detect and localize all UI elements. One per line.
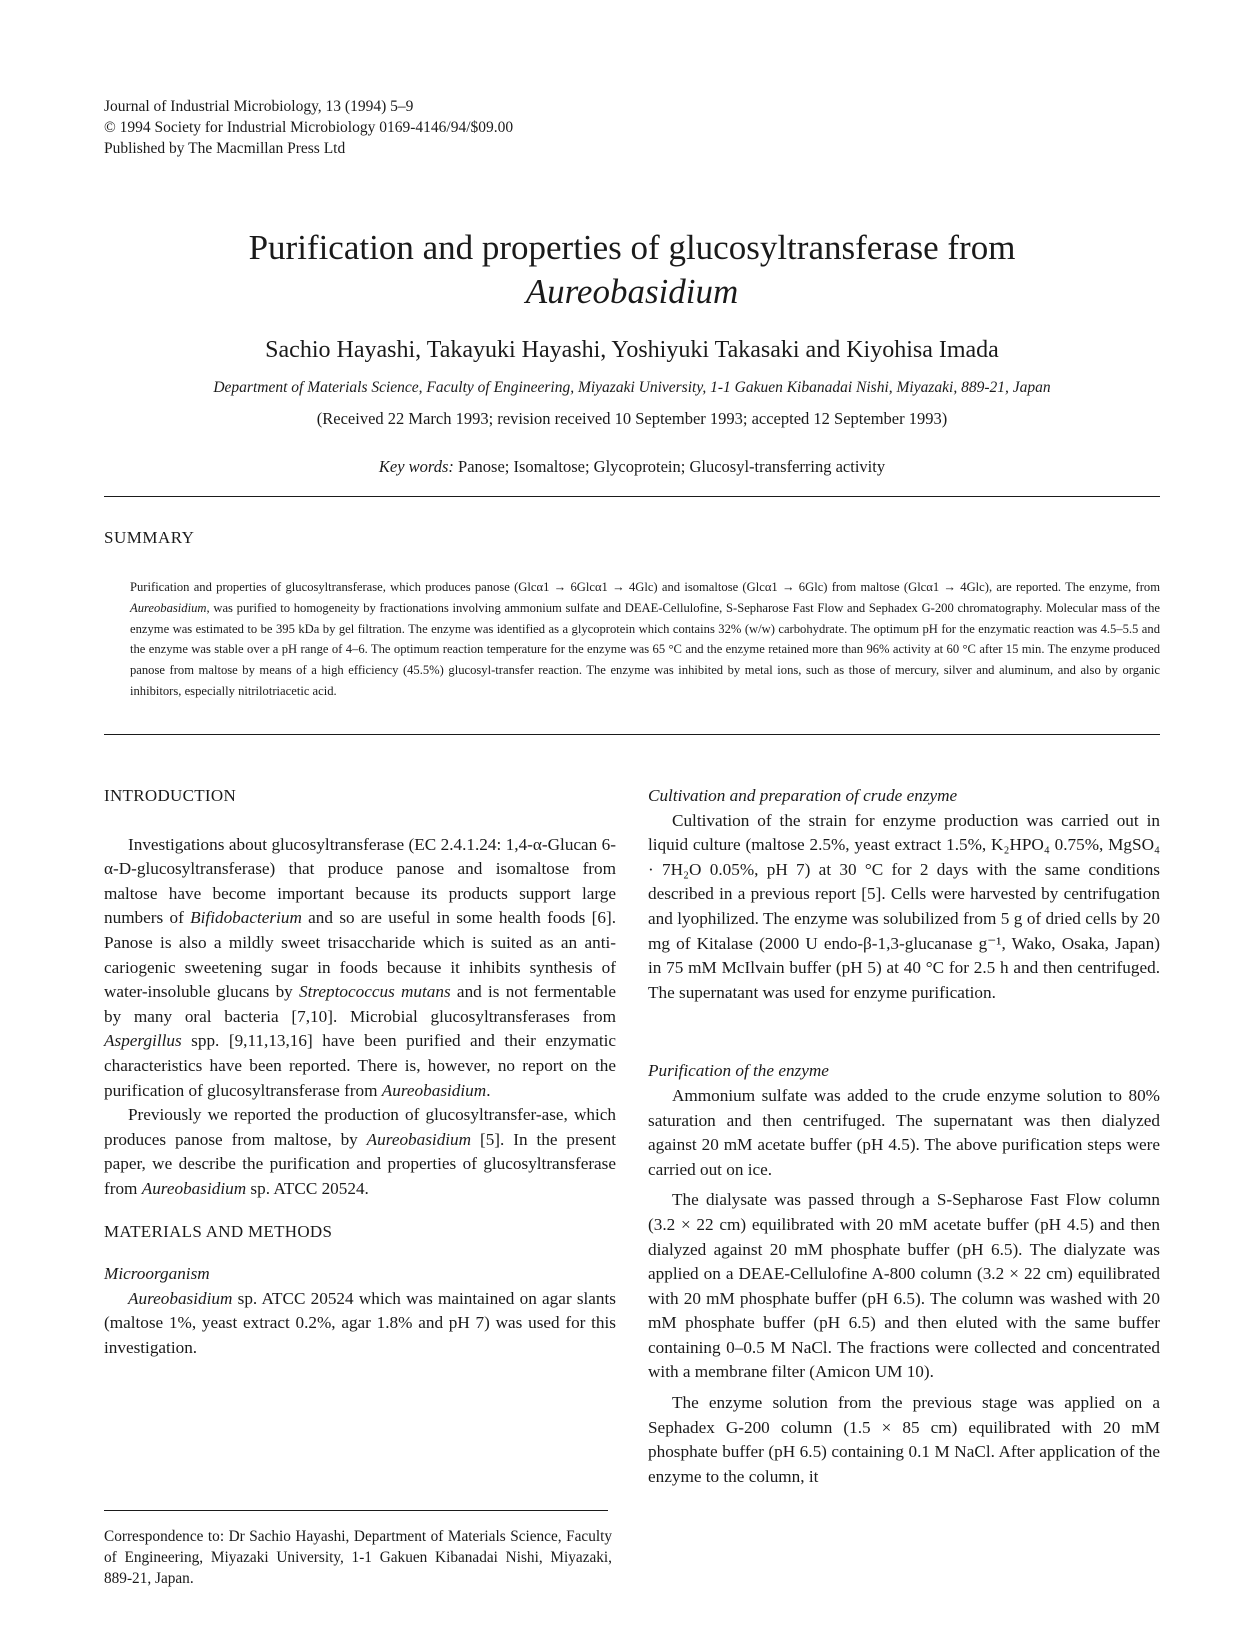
affiliation: Department of Materials Science, Faculty of Engineering, Miyazaki University, 1-1 Gakuen Kibanadai Nishi, Miyazaki, 889-21, Japan — [213, 379, 1051, 396]
summary-top-rule — [104, 496, 1160, 497]
purification-heading: Purification of the enzyme — [648, 1061, 829, 1081]
purification-paragraph-2: The dialysate was passed through a S-Sepharose Fast Flow column (3.2 × 22 cm) equilibrated with 20 mM acetate buffer (pH 4.5) and then dialyzed against 20 mM phosphate buffer (pH 6.5). The dialyzate was applied on a DEAE-Cellulofine A-800 column (3.2 × 22 cm) equilibrated with 20 mM phosphate buffer (pH 6.5). The column was washed with 20 mM phosphate buffer (pH 6.5) and then eluted with the same buffer containing 0–0.5 M NaCl. The fractions were collected and concentrated with a membrane filter (Amicon UM 10). — [648, 1190, 1160, 1382]
introduction-heading: INTRODUCTION — [104, 786, 237, 805]
article-title — [104, 226, 1160, 314]
summary-bottom-rule — [104, 734, 1160, 735]
footnote-rule — [104, 1510, 608, 1511]
title-line-1: Purification and properties of glucosyltransferase from — [248, 228, 1016, 267]
left-column — [104, 784, 616, 1360]
journal-citation: Journal of Industrial Microbiology, 13 (1994) 5–9 — [104, 98, 414, 115]
keywords — [104, 456, 1160, 478]
summary-text: Purification and properties of glucosyltransferase, which produces panose (Glcα1 → 6Glcα1 → 4Glc) and isomaltose (Glcα1 → 6Glc) from maltose (Glcα1 → 4Glc), are reported. The enzyme, from Aureobasidium, was purified to homogeneity by fractionations involving ammonium sulfate and DEAE-Cellulofine, S-Sepharose Fast Flow and Sephadex G-200 chromatography. Molecular mass of the enzyme was estimated to be 395 kDa by gel filtration. The enzyme was identified as a glycoprotein which contains 32% (w/w) carbohydrate. The optimum pH for the enzymatic reaction was 4.5–5.5 and the enzyme was stable over a pH range of 4–6. The optimum reaction temperature for the enzyme was 65 °C and the enzyme retained more than 96% activity at 60 °C after 15 min. The enzyme produced panose from maltose by means of a high efficiency (45.5%) glucosyl-transfer reaction. The enzyme was inhibited by metal ions, such as those of mercury, silver and aluminum, and also by organic inhibitors, especially nitrilotriacetic acid. — [130, 580, 1160, 698]
microorganism-heading: Microorganism — [104, 1264, 210, 1284]
introduction-paragraph-1: Investigations about glucosyltransferase (EC 2.4.1.24: 1,4-α-Glucan 6-α-D-glucosyltransferase) that produce panose and isomaltose from maltose have become important because its products support large numbers of Bifidobacterium and so are useful in some health foods [6]. Panose is also a mildly sweet trisaccharide which is suited as an anti-cariogenic sweetening sugar in foods because it inhibits synthesis of water-insoluble glucans by Streptococcus mutans and is not fermentable by many oral bacteria [7,10]. Microbial glucosyltransferases from Aspergillus spp. [9,11,13,16] have been purified and their enzymatic characteristics have been reported. There is, however, no report on the purification of glucosyltransferase from Aureobasidium. — [104, 834, 616, 1100]
author-list: Sachio Hayashi, Takayuki Hayashi, Yoshiyuki Takasaki and Kiyohisa Imada — [265, 337, 999, 363]
keywords-label: Key words: — [378, 457, 454, 476]
received-dates: (Received 22 March 1993; revision received 10 September 1993; accepted 12 September 1993) — [316, 409, 948, 428]
title-line-2: Aureobasidium — [525, 272, 739, 311]
copyright-line: © 1994 Society for Industrial Microbiology 0169-4146/94/$09.00 — [104, 119, 514, 136]
correspondence-footnote: Correspondence to: Dr Sachio Hayashi, Department of Materials Science, Faculty of Engineering, Miyazaki University, 1-1 Gakuen Kibanadai Nishi, Miyazaki, 889-21, Japan. — [104, 1528, 612, 1587]
methods-heading: MATERIALS AND METHODS — [104, 1221, 333, 1241]
publisher-line: Published by The Macmillan Press Ltd — [104, 140, 346, 157]
introduction-paragraph-2: Previously we reported the production of glucosyltransfer-ase, which produces panose from maltose, by Aureobasidium [5]. In the present paper, we describe the purification and properties of glucosyltransferase from Aureobasidium sp. ATCC 20524. — [104, 1105, 616, 1198]
keywords-text: Panose; Isomaltose; Glycoprotein; Glucosyl-transferring activity — [458, 457, 886, 476]
purification-paragraph-1: Ammonium sulfate was added to the crude enzyme solution to 80% saturation and then centrifuged. The supernatant was then dialyzed against 20 mM acetate buffer (pH 4.5). The above purification steps were carried out on ice. — [648, 1085, 1160, 1179]
cultivation-paragraph: Cultivation of the strain for enzyme production was carried out in liquid culture (maltose 2.5%, yeast extract 1.5%, K₂HPO₄ 0.75%, MgSO₄ · 7H₂O 0.05%, pH 7) at 30 °C for 2 days with the same conditions described in a previous report [5]. Cells were harvested by centrifugation and lyophilized. The enzyme was solubilized from 5 g of dried cells by 20 mg of Kitalase (2000 U endo-β-1,3-glucanase g⁻¹, Wako, Osaka, Japan) in 75 mM McIlvain buffer (pH 5) at 40 °C for 2.5 h and then centrifuged. The supernatant was used for enzyme purification. — [648, 810, 1160, 1002]
journal-header — [104, 96, 513, 159]
summary-heading: SUMMARY — [104, 528, 195, 547]
microorganism-paragraph: Aureobasidium sp. ATCC 20524 which was maintained on agar slants (maltose 1%, yeast extract 0.2%, agar 1.8% and pH 7) was used for this investigation. — [104, 1288, 616, 1357]
purification-paragraph-3: The enzyme solution from the previous stage was applied on a Sephadex G-200 column (1.5 × 85 cm) equilibrated with 20 mM phosphate buffer (pH 6.5) containing 0.1 M NaCl. After application of the enzyme to the column, it — [648, 1393, 1160, 1486]
cultivation-heading: Cultivation and preparation of crude enzyme — [648, 786, 958, 805]
right-column — [648, 784, 1160, 1489]
